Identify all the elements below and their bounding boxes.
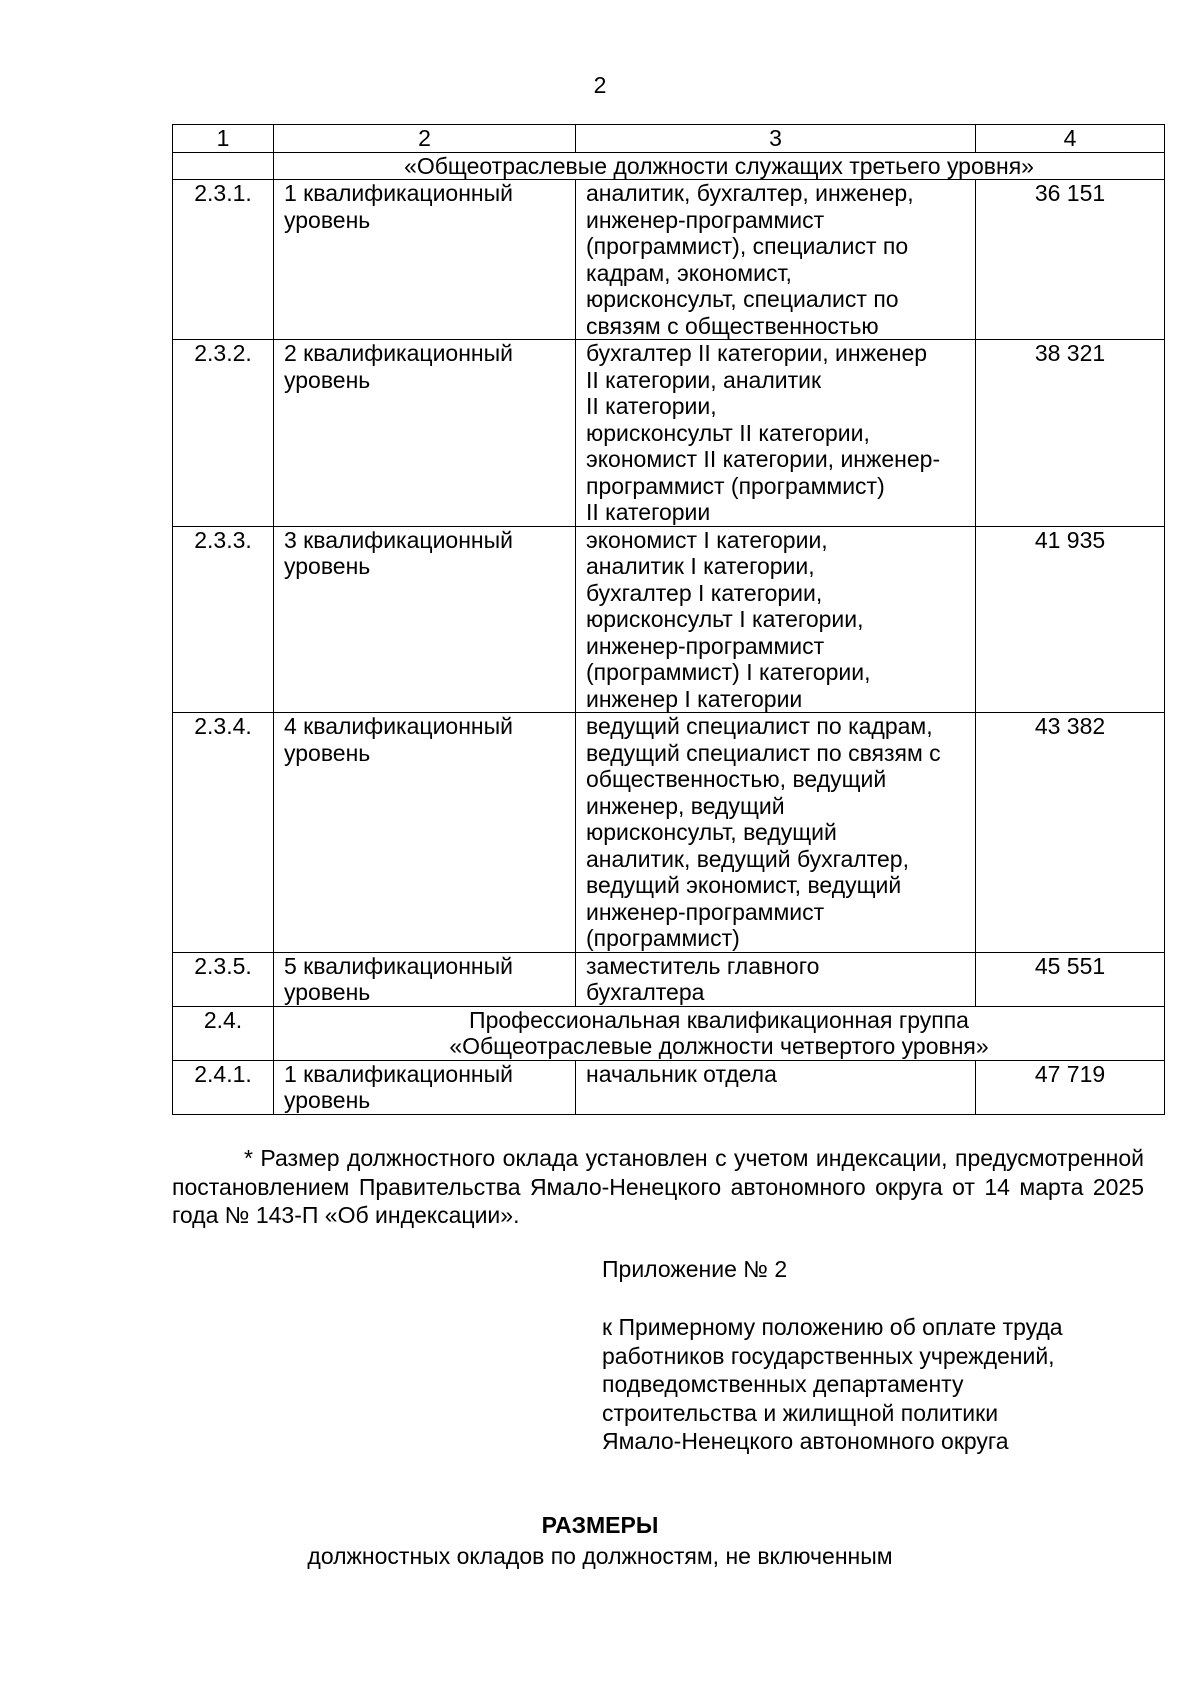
- qualification-level: 2 квалификационный уровень: [274, 340, 576, 527]
- table-row: [173, 1060, 1165, 1114]
- section-subtitle: должностных окладов по должностям, не включенным: [307, 1543, 893, 1569]
- group-title: Профессиональная квалификационная группа «Общеотраслевые должности четвертого уровня»: [274, 1006, 1165, 1060]
- appendix-reference: к Примерному положению об оплате труда работников государственных учреждений, подведомственных департаменту строительства и жилищной политики Ямало-Ненецкого автономного округа: [602, 1314, 1063, 1454]
- salary-value: 41 935: [976, 526, 1165, 713]
- positions-list: бухгалтер II категории, инженер II категории, аналитик II категории, юрисконсульт II категории, экономист II категории, инженер- программист (программист) II категории: [576, 340, 976, 527]
- group-number: 2.4.: [173, 1006, 274, 1060]
- footnote: * Размер должностного оклада установлен с учетом индексации, предусмотренной постановлением Правительства Ямало-Ненецкого автономного округа от 14 марта 2025 года № 143-П «Об индексации».: [172, 1145, 1144, 1228]
- group-row-fourth-level: [173, 1006, 1165, 1060]
- positions-list: экономист I категории, аналитик I категории, бухгалтер I категории, юрисконсульт I категории, инженер-программист (программист) I категории, инженер I категории: [576, 526, 976, 713]
- table-header-cell: 1: [173, 125, 274, 153]
- row-number: 2.4.1.: [173, 1060, 274, 1114]
- row-number: 2.3.4.: [173, 713, 274, 953]
- qualification-level: 1 квалификационный уровень: [274, 180, 576, 340]
- qualification-level: 5 квалификационный уровень: [274, 952, 576, 1006]
- group-row-third-level: [173, 152, 1165, 180]
- table-row: [173, 340, 1165, 527]
- qualification-level: 3 квалификационный уровень: [274, 526, 576, 713]
- positions-list: аналитик, бухгалтер, инженер, инженер-программист (программист), специалист по кадрам, экономист, юрисконсульт, специалист по связям с общественностью: [576, 180, 976, 340]
- group-number-cell: [173, 152, 274, 180]
- table-header-cell: 4: [976, 125, 1165, 153]
- row-number: 2.3.1.: [173, 180, 274, 340]
- positions-list: ведущий специалист по кадрам, ведущий специалист по связям с общественностью, ведущий инженер, ведущий юрисконсульт, ведущий аналитик, ведущий бухгалтер, ведущий экономист, ведущий инженер-программист (программист): [576, 713, 976, 953]
- group-title: «Общеотраслевые должности служащих третьего уровня»: [274, 152, 1165, 180]
- table-row: [173, 180, 1165, 340]
- positions-list: начальник отдела: [576, 1060, 976, 1114]
- qualification-level: 1 квалификационный уровень: [274, 1060, 576, 1114]
- salary-value: 45 551: [976, 952, 1165, 1006]
- table-header-row: [173, 125, 1165, 153]
- positions-list: заместитель главного бухгалтера: [576, 952, 976, 1006]
- table-row: [173, 526, 1165, 713]
- qualification-level: 4 квалификационный уровень: [274, 713, 576, 953]
- page-number: 2: [593, 72, 607, 98]
- salary-value: 36 151: [976, 180, 1165, 340]
- table-row: [173, 952, 1165, 1006]
- row-number: 2.3.2.: [173, 340, 274, 527]
- salary-value: 47 719: [976, 1060, 1165, 1114]
- appendix-title: Приложение № 2: [602, 1256, 788, 1282]
- table-header-cell: 2: [274, 125, 576, 153]
- salary-value: 38 321: [976, 340, 1165, 527]
- row-number: 2.3.5.: [173, 952, 274, 1006]
- table-header-cell: 3: [576, 125, 976, 153]
- salary-value: 43 382: [976, 713, 1165, 953]
- table-row: [173, 713, 1165, 953]
- salary-table: [172, 124, 1165, 1115]
- row-number: 2.3.3.: [173, 526, 274, 713]
- section-title: РАЗМЕРЫ: [541, 1512, 659, 1538]
